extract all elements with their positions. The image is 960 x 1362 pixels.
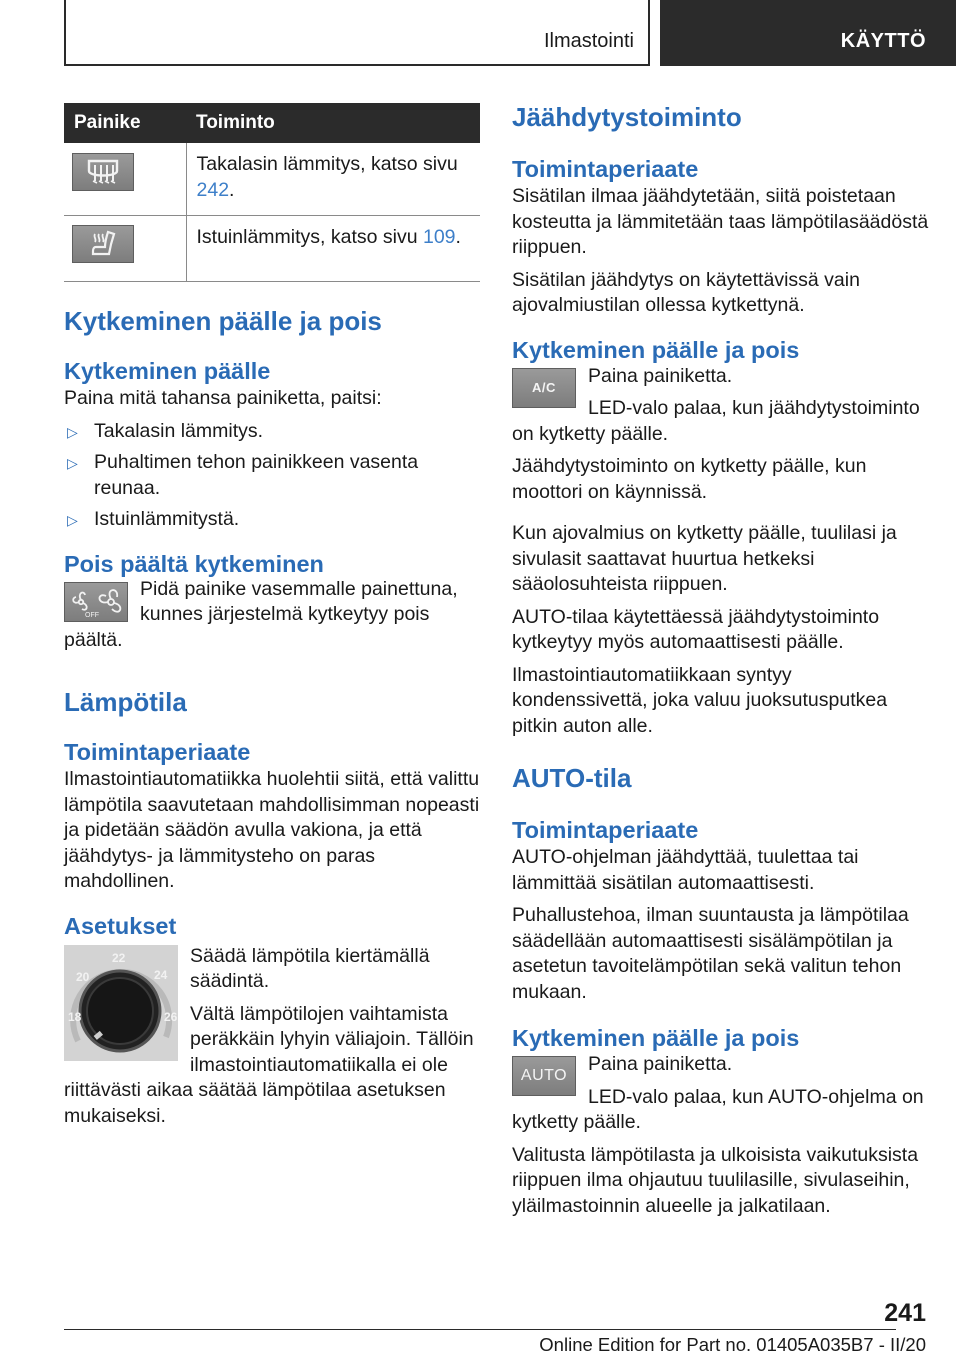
heading-auto-mode: AUTO-tila — [512, 763, 632, 793]
knob-label-20: 20 — [76, 969, 90, 984]
footer-divider — [64, 1329, 896, 1330]
text-auto-1: AUTO-ohjelman jäähdyttää, tuulettaa tai lämmittää sisätilan automaattisesti. — [512, 846, 859, 894]
knob-label-26: 26 — [164, 1009, 178, 1024]
heading-switch-off: Pois päältä kytkeminen — [64, 550, 324, 577]
text-adjust: Säädä lämpötila kiertämällä säädintä. — [190, 944, 430, 992]
knob-label-24: 24 — [154, 967, 168, 982]
heading-switch-on: Kytkeminen päälle — [64, 358, 271, 384]
fan-off-label: OFF — [85, 611, 99, 619]
header-chapter-box — [64, 0, 650, 66]
page-link-242[interactable]: 242 — [196, 178, 230, 201]
text-cooling-2: Sisätilan jäähdytys on käytettävissä vain ajovalmiustilan ollessa kytkettynä. — [512, 268, 860, 316]
heading-temperature: Lämpötila — [64, 687, 187, 717]
exception-list — [64, 419, 480, 533]
table-header-button: Painike — [64, 103, 186, 143]
text-press-auto: Paina painiketta. — [588, 1053, 733, 1075]
table-header-function: Toiminto — [186, 103, 480, 143]
text-auto-2: Puhallustehoa, ilman suuntausta ja lämpötilaa säädellään automaattisesti sisälämpötilan ja asetetun tavoitelämpötilan sekä valitun tehon mukaan. — [512, 904, 909, 1003]
knob-label-22: 22 — [112, 950, 126, 965]
triangle-bullet-icon: ▷ — [67, 455, 78, 471]
heading-on-off: Kytkeminen päälle ja pois — [64, 306, 382, 336]
footer-edition: Online Edition for Part no. 01405A035B7 - II/20 — [539, 1334, 926, 1355]
text-led-auto: LED-valo palaa, kun AUTO-ohjelma on kytketty päälle. — [512, 1085, 924, 1133]
triangle-bullet-icon: ▷ — [67, 512, 78, 528]
text-avoid-changes: Vältä lämpötilojen vaihtamista peräkkäin lyhyin väliajoin. Tällöin ilmastointiautomatiikalla ei ole riittävästi aikaa säätää lämpötilaa asetuksen mukaiseksi. — [64, 1002, 474, 1127]
table-cell-text: Takalasin lämmitys, katso sivu 242. — [186, 143, 480, 216]
text-fogging: Kun ajovalmius on kytketty päälle, tuulilasi ja sivulasit saattavat huurtua hetkeksi sääolosuhteista riippuen. — [512, 522, 897, 595]
section-title: KÄYTTÖ — [840, 30, 926, 52]
list-item: ▷ Takalasin lämmitys. — [64, 419, 480, 445]
header-section-box — [660, 0, 956, 66]
text-press-any: Paina mitä tahansa painiketta, paitsi: — [64, 387, 382, 409]
heading-cooling: Jäähdytystoiminto — [512, 102, 742, 132]
rear-window-defrost-icon — [72, 153, 134, 191]
text-auto-cooling: AUTO-tilaa käytettäessä jäähdytystoiminto kytkeytyy myös automaattisesti päälle. — [512, 605, 880, 653]
text-cooling-1: Sisätilan ilmaa jäähdytetään, siitä poistetaan kosteutta ja lämmitetään taas lämpötilasäädöstä riippuen. — [512, 185, 929, 258]
button-function-table — [64, 103, 480, 282]
text-temp-principle: Ilmastointiautomatiikka huolehtii siitä, että valittu lämpötila saavutetaan mahdollisimman nopeasti ja pidetään säädön avulla vakiona, ja että jäähdytys- ja lämmitysteho on paras mahdollinen. — [64, 768, 480, 892]
heading-principle-temp: Toimintaperiaate — [64, 739, 251, 765]
ac-button-label: A/C — [532, 380, 556, 395]
table-cell-text: Istuinlämmitys, katso sivu 109. — [186, 216, 480, 282]
heading-on-off-cooling: Kytkeminen päälle ja pois — [512, 336, 800, 363]
text-cooling-on: Jäähdytystoiminto on kytketty päälle, kun moottori on käynnissä. — [512, 455, 867, 503]
temperature-knob-image — [64, 945, 178, 1061]
chapter-title: Ilmastointi — [543, 30, 634, 52]
page-number: 241 — [884, 1299, 926, 1327]
triangle-bullet-icon: ▷ — [67, 423, 78, 440]
left-column — [64, 103, 480, 1136]
ac-button-image — [512, 368, 576, 408]
text-press: Paina painiketta. — [588, 364, 733, 387]
text-condensate: Ilmastointiautomatiikkaan syntyy kondenssivettä, joka valuu juoksutusputkea pitkin auton alle. — [512, 663, 888, 737]
heading-on-off-auto: Kytkeminen päälle ja pois — [512, 1025, 800, 1051]
table-header-row — [64, 103, 480, 143]
knob-label-18: 18 — [68, 1009, 82, 1024]
table-row — [64, 216, 480, 282]
text-hold-button: Pidä painike vasemmalle painettuna, kunnes järjestelmä kytkeytyy pois päältä. — [64, 577, 458, 651]
list-item: ▷ Istuinlämmitystä. — [64, 507, 480, 533]
seat-heating-icon — [72, 225, 134, 263]
auto-button-image — [512, 1056, 576, 1096]
page-link-109[interactable]: 109 — [422, 226, 456, 248]
heading-settings: Asetukset — [64, 912, 177, 939]
text-led-ac: LED-valo palaa, kun jäähdytystoiminto on kytketty päälle. — [512, 397, 920, 445]
fan-off-icon — [64, 582, 128, 622]
heading-principle-auto: Toimintaperiaate — [512, 817, 699, 843]
text-air-distribution: Valitusta lämpötilasta ja ulkoisista vaikutuksista riippuen ilma ohjautuu tuulilasille, sivulaseihin, yläilmastoinnin alueelle ja jalkatilaan. — [512, 1143, 919, 1217]
table-row — [64, 143, 480, 216]
auto-button-label: AUTO — [520, 1067, 568, 1084]
heading-principle-cooling: Toimintaperiaate — [512, 156, 699, 182]
list-item: ▷ Puhaltimen tehon painikkeen vasenta reunaa. — [67, 451, 419, 499]
right-column — [512, 100, 930, 1226]
